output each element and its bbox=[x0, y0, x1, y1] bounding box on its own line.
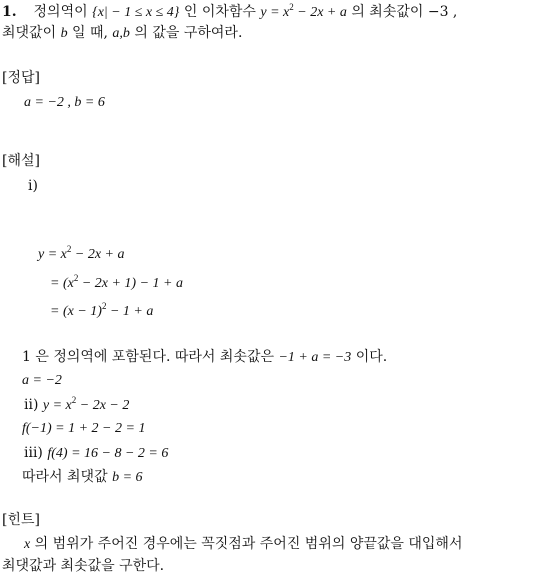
eq3-b: − 1 + a bbox=[106, 304, 154, 319]
eq2-exponent: 2 bbox=[73, 273, 79, 283]
function-exponent: 2 bbox=[289, 2, 294, 12]
problem-line2-text-b: 일 때, bbox=[72, 25, 108, 41]
function-rest: − 2x + a bbox=[293, 5, 347, 20]
problem-line-2 bbox=[2, 24, 242, 42]
problem-line-1 bbox=[2, 3, 457, 21]
f-neg1-line: f(−1) = 1 + 2 − 2 = 1 bbox=[22, 421, 146, 436]
solution-conclusion bbox=[22, 348, 387, 366]
problem-line2-text-a: 최댓값이 bbox=[2, 25, 57, 41]
final-line bbox=[22, 468, 143, 486]
function-base: y = x bbox=[260, 5, 290, 20]
problem-text-1: 정의역이 bbox=[33, 4, 88, 20]
eq2-b: − 2x + 1) − 1 + a bbox=[78, 276, 183, 291]
hint-var: x bbox=[24, 537, 31, 552]
answer-value: a = −2 , b = 6 bbox=[24, 95, 105, 110]
conclusion-text-b: 이다. bbox=[355, 349, 388, 365]
case2-label: ⅱ) bbox=[24, 397, 39, 413]
final-expression: b = 6 bbox=[112, 470, 143, 485]
case2-line bbox=[24, 396, 129, 414]
conclusion-text-a: 1 은 정의역에 포함된다. 따라서 최솟값은 bbox=[22, 349, 274, 365]
domain-expression: {x| − 1 ≤ x ≤ 4} bbox=[92, 5, 180, 20]
case2-exponent: 2 bbox=[71, 395, 77, 405]
conclusion-expression: −1 + a = −3 bbox=[278, 350, 352, 365]
function-expression bbox=[260, 2, 347, 20]
problem-line2-var: b bbox=[60, 26, 68, 41]
eq3-exponent: 2 bbox=[101, 301, 107, 311]
case3-line bbox=[24, 444, 168, 462]
case2-expression bbox=[42, 395, 130, 413]
solution-label: [해설] bbox=[2, 153, 40, 169]
eq1-lhs: y = x bbox=[38, 247, 67, 262]
eq1-rest: − 2x + a bbox=[71, 247, 125, 262]
problem-line2-vars: a,b bbox=[112, 26, 130, 41]
eq1-exponent: 2 bbox=[66, 244, 72, 254]
case1-label: ⅰ) bbox=[28, 178, 38, 194]
eq2-a: = (x bbox=[50, 276, 74, 291]
case2-b: − 2x − 2 bbox=[76, 398, 130, 413]
case3-label: ⅲ) bbox=[24, 445, 43, 461]
hint-text-1: 의 범위가 주어진 경우에는 꼭짓점과 주어진 범위의 양끝값을 대입해서 bbox=[34, 536, 463, 552]
derivation-line-3 bbox=[50, 303, 153, 321]
problem-line2-text-c: 의 값을 구하여라. bbox=[134, 25, 243, 41]
eq3-a: = (x − 1) bbox=[50, 304, 102, 319]
hint-line-2: 최댓값과 최솟값을 구한다. bbox=[2, 558, 165, 574]
derivation-line-2 bbox=[50, 275, 183, 293]
derivation-line-1 bbox=[38, 246, 124, 264]
problem-text-2: 인 이차함수 bbox=[183, 4, 256, 20]
problem-text-3: 의 최솟값이 −3 , bbox=[351, 4, 458, 20]
a-result: a = −2 bbox=[22, 373, 62, 388]
answer-label: [정답] bbox=[2, 70, 40, 86]
final-text: 따라서 최댓값 bbox=[22, 469, 108, 485]
f-4-expression: f(4) = 16 − 8 − 2 = 6 bbox=[47, 446, 169, 461]
hint-line-1 bbox=[24, 535, 462, 553]
problem-number: 1. bbox=[2, 4, 17, 20]
case2-a: y = x bbox=[42, 398, 72, 413]
hint-label: [힌트] bbox=[2, 512, 40, 528]
